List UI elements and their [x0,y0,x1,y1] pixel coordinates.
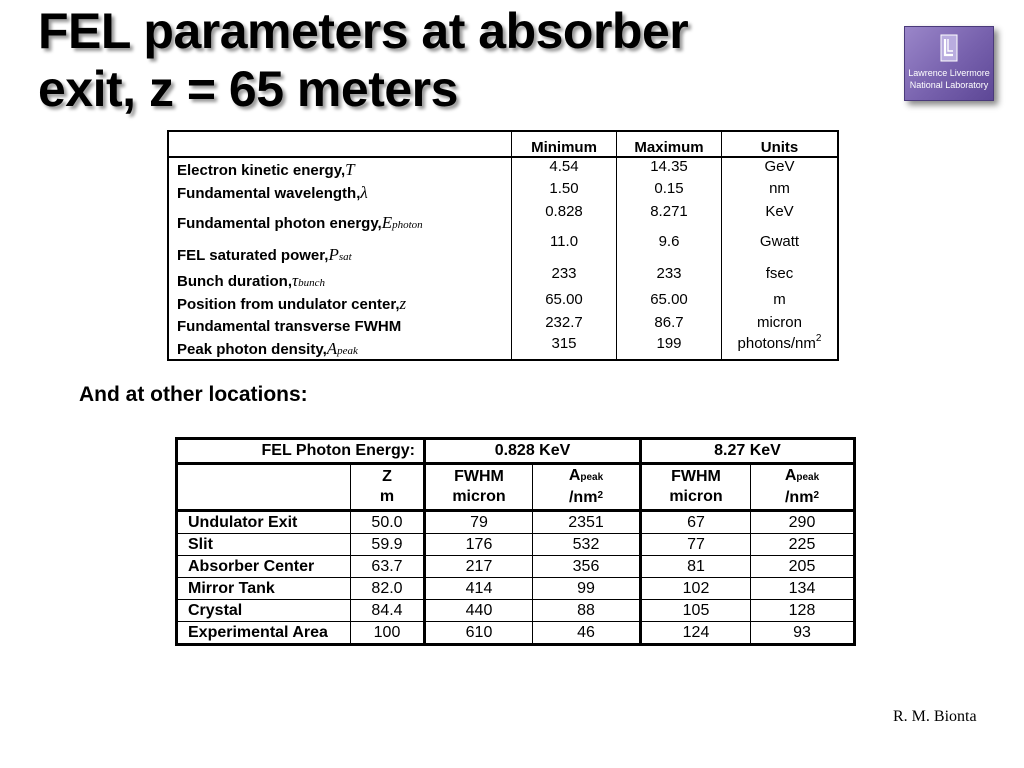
z-header [351,464,425,511]
location-name: Mirror Tank [177,578,351,600]
param-max: 199 [617,335,722,360]
param-label: Fundamental transverse FWHM [177,318,402,335]
param-units-text: micron [756,314,802,331]
location-fwhm-2: 77 [641,534,751,556]
param-units-sup: 2 [815,333,822,344]
param-symbol-sub: photon [392,219,423,231]
location-row [177,556,855,578]
slide-title [38,2,688,118]
location-row [177,622,855,645]
location-fwhm-1: 176 [425,534,533,556]
param-symbol: E [381,213,393,232]
location-apeak-2: 93 [751,622,855,645]
fel-parameters-table [167,130,839,361]
params-table-body [168,157,838,360]
z-header-unit: m [379,488,395,505]
location-name: Slit [177,534,351,556]
param-units [722,314,839,335]
author-credit: R. M. Bionta [893,708,977,725]
param-max: 9.6 [617,233,722,265]
location-z: 63.7 [351,556,425,578]
energy-label: FEL Photon Energy: [177,439,425,464]
param-max: 233 [617,265,722,291]
location-z: 82.0 [351,578,425,600]
param-label: Bunch duration, [177,273,292,290]
param-min: 1.50 [512,180,617,203]
energy-group-1: 0.828 KeV [425,439,641,464]
fwhm-header-2-unit: micron [669,488,723,505]
param-symbol-sub: peak [337,345,358,357]
param-label-cell [168,335,512,360]
location-apeak-1: 356 [533,556,641,578]
apeak-header-2-sub: peak [796,472,820,483]
apeak-header-2-sup: 2 [813,490,819,501]
param-min: 233 [512,265,617,291]
params-header-maximum: Maximum [617,131,722,157]
apeak-header-2-unit-text: /nm [784,489,814,506]
param-units [722,291,839,314]
location-row [177,578,855,600]
param-label-cell [168,233,512,265]
param-max: 0.15 [617,180,722,203]
param-max: 8.271 [617,203,722,233]
fwhm-header-1-unit: micron [452,488,506,505]
logo-line-1: Lawrence Livermore [908,68,990,78]
params-header-units: Units [722,131,839,157]
param-label: Fundamental wavelength, [177,185,361,202]
param-label: Peak photon density, [177,341,327,358]
param-symbol: z [399,294,407,313]
location-name: Experimental Area [177,622,351,645]
apeak-header-1-unit-text: /nm [568,489,598,506]
params-row [168,291,838,314]
location-row [177,600,855,622]
param-symbol: τ [292,271,299,290]
location-apeak-2: 290 [751,511,855,534]
params-header-blank [168,131,512,157]
apeak-header-2-a: A [784,467,797,484]
location-z: 59.9 [351,534,425,556]
location-apeak-1: 532 [533,534,641,556]
location-name: Crystal [177,600,351,622]
location-apeak-1: 2351 [533,511,641,534]
param-units [722,265,839,291]
location-fwhm-1: 414 [425,578,533,600]
logo-text [905,67,993,91]
location-fwhm-1: 610 [425,622,533,645]
param-units-text: photons/nm [737,335,816,352]
logo-line-2: National Laboratory [909,80,989,90]
param-max: 14.35 [617,157,722,180]
location-apeak-1: 88 [533,600,641,622]
param-units-text: Gwatt [759,233,800,250]
param-symbol-sub: bunch [298,277,325,289]
params-row [168,203,838,233]
param-min: 0.828 [512,203,617,233]
params-row [168,335,838,360]
param-label-cell [168,265,512,291]
location-header-blank [177,464,351,511]
param-label-cell [168,291,512,314]
params-row [168,157,838,180]
param-units-text: m [773,291,786,308]
params-header-minimum: Minimum [512,131,617,157]
location-apeak-1: 99 [533,578,641,600]
param-units-text: KeV [765,203,794,220]
location-fwhm-2: 67 [641,511,751,534]
energy-group-2: 8.27 KeV [641,439,855,464]
location-row [177,534,855,556]
param-min: 232.7 [512,314,617,335]
param-units-text: fsec [765,265,794,282]
location-apeak-2: 205 [751,556,855,578]
fwhm-header-2-label: FWHM [671,468,721,485]
location-fwhm-1: 440 [425,600,533,622]
apeak-header-1 [533,464,641,511]
llnl-mark-icon [939,33,959,63]
params-row [168,180,838,203]
param-units [722,335,839,360]
apeak-header-1-sup: 2 [597,490,603,501]
param-label: Electron kinetic energy, [177,162,346,179]
param-label: FEL saturated power, [177,247,329,264]
location-fwhm-2: 102 [641,578,751,600]
param-symbol: λ [360,183,368,202]
param-units [722,203,839,233]
params-header-row [168,131,838,157]
title-line-2: exit, z = 65 meters [38,61,458,117]
param-label-cell [168,180,512,203]
param-max: 65.00 [617,291,722,314]
location-z: 84.4 [351,600,425,622]
location-z: 50.0 [351,511,425,534]
llnl-logo [904,26,994,101]
param-label: Fundamental photon energy, [177,215,382,232]
param-symbol: A [326,339,338,358]
location-apeak-1: 46 [533,622,641,645]
fwhm-header-1-label: FWHM [454,468,504,485]
param-units-text: nm [769,180,790,197]
param-min: 65.00 [512,291,617,314]
apeak-header-1-unit [533,488,639,508]
param-max: 86.7 [617,314,722,335]
param-units-text: GeV [764,158,795,175]
param-symbol: T [345,160,355,179]
apeak-header-1-a: A [568,467,581,484]
location-apeak-2: 128 [751,600,855,622]
location-name: Undulator Exit [177,511,351,534]
energy-header-row [177,439,855,464]
fwhm-header-2 [641,464,751,511]
location-apeak-2: 134 [751,578,855,600]
locations-table [175,437,856,646]
locations-table-body [177,511,855,645]
param-units [722,157,839,180]
params-row [168,233,838,265]
location-apeak-2: 225 [751,534,855,556]
location-fwhm-2: 81 [641,556,751,578]
location-z: 100 [351,622,425,645]
other-locations-heading: And at other locations: [79,383,308,406]
z-header-label: Z [382,468,392,485]
apeak-header-2-label [751,466,853,488]
location-name: Absorber Center [177,556,351,578]
apeak-header-2-unit [751,488,853,508]
param-units [722,180,839,203]
apeak-header-1-label [533,466,639,488]
apeak-header-2 [751,464,855,511]
fwhm-header-1 [425,464,533,511]
title-line-1: FEL parameters at absorber [38,3,689,59]
location-fwhm-1: 217 [425,556,533,578]
params-row [168,265,838,291]
params-row [168,314,838,335]
param-units [722,233,839,265]
column-header-row [177,464,855,511]
param-min: 11.0 [512,233,617,265]
location-fwhm-2: 105 [641,600,751,622]
param-label-cell [168,157,512,180]
param-label-cell [168,314,512,335]
location-fwhm-1: 79 [425,511,533,534]
apeak-header-1-sub: peak [580,472,604,483]
param-label-cell [168,203,512,233]
location-row [177,511,855,534]
param-min: 4.54 [512,157,617,180]
location-fwhm-2: 124 [641,622,751,645]
param-label: Position from undulator center, [177,296,400,313]
param-min: 315 [512,335,617,360]
param-symbol: P [328,245,339,264]
param-symbol-sub: sat [338,251,352,263]
